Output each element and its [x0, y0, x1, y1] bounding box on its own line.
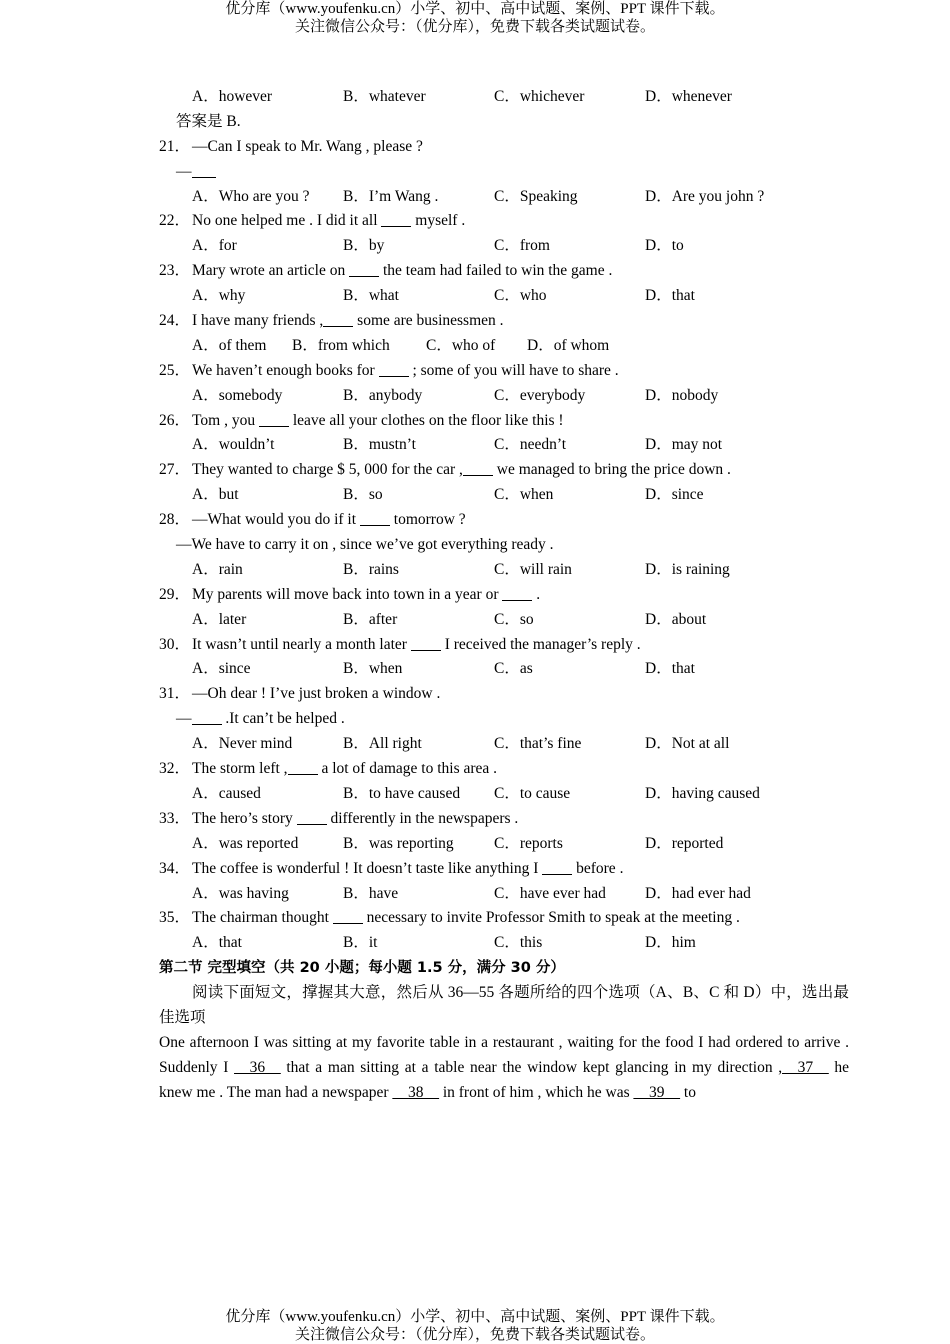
question-text: I have many friends , some are businessmen .	[192, 312, 504, 330]
option-row	[159, 85, 849, 110]
question-22	[159, 209, 849, 234]
option-d: D．is raining	[645, 560, 730, 578]
question-30	[159, 633, 849, 658]
option-d: D．since	[645, 486, 704, 504]
page-footer	[0, 1308, 950, 1344]
question-28	[159, 508, 849, 533]
option-d: D．that	[645, 287, 695, 305]
option-b: B．All right	[343, 735, 422, 753]
option-b: B．so	[343, 486, 383, 504]
option-b: B．was reporting	[343, 834, 454, 852]
option-c: C．everybody	[494, 386, 586, 404]
option-d: D．Are you john ?	[645, 187, 765, 205]
question-text: —Can I speak to Mr. Wang , please ?	[192, 137, 423, 155]
option-b: B．it	[343, 934, 378, 952]
question-number: 24．	[159, 312, 191, 330]
question-text: Mary wrote an article on the team had failed to win the game .	[192, 262, 613, 280]
option-c: C．who of	[426, 336, 496, 354]
page-header	[0, 0, 950, 36]
option-c: C．this	[494, 934, 543, 952]
option-row	[159, 608, 849, 633]
option-row	[159, 284, 849, 309]
reply-line	[159, 533, 849, 558]
answer-note: 答案是 B.	[176, 112, 241, 130]
question-text: The storm left , a lot of damage to this area .	[192, 760, 498, 778]
blank-39: __39__	[633, 1083, 681, 1101]
question-23	[159, 259, 849, 284]
option-b: B．whatever	[343, 88, 426, 105]
question-26	[159, 409, 849, 434]
option-row	[159, 185, 849, 210]
option-a: A．that	[192, 934, 242, 952]
option-b: B．from which	[292, 336, 390, 354]
question-25	[159, 359, 849, 384]
option-c: C．when	[494, 486, 554, 504]
blank-37: __37__	[782, 1058, 829, 1076]
option-row	[159, 657, 849, 682]
question-number: 22．	[159, 212, 191, 230]
option-a: A．since	[192, 660, 251, 678]
answer-note-row	[159, 110, 849, 135]
question-text: The chairman thought necessary to invite Professor Smith to speak at the meeting .	[192, 909, 740, 927]
section-title: 第二节 完型填空（共 20 小题；每小题 1.5 分，满分 30 分）	[159, 960, 565, 977]
option-d: D．whenever	[645, 88, 732, 105]
option-row	[159, 483, 849, 508]
question-27	[159, 458, 849, 483]
option-row	[159, 334, 849, 359]
question-33	[159, 807, 849, 832]
footer-line-1: 优分库（www.youfenku.cn）小学、初中、高中试题、案例、PPT 课件下载。	[225, 1309, 725, 1325]
question-number: 28．	[159, 511, 191, 529]
question-number: 34．	[159, 859, 191, 877]
question-number: 29．	[159, 585, 191, 603]
option-d: D．having caused	[645, 784, 760, 802]
option-a: A．but	[192, 486, 239, 504]
option-a: A．rain	[192, 560, 243, 578]
option-d: D．nobody	[645, 386, 719, 404]
option-a: A．was having	[192, 884, 289, 902]
footer-line-2: 关注微信公众号：（优分库），免费下载各类试题试卷。	[294, 1327, 655, 1343]
option-c: C．will rain	[494, 560, 572, 578]
option-c: C．from	[494, 237, 550, 255]
option-c: C．as	[494, 660, 533, 678]
option-c: C．needn’t	[494, 436, 567, 454]
option-row	[159, 384, 849, 409]
option-c: C．Speaking	[494, 187, 578, 205]
option-d: D．of whom	[527, 336, 610, 354]
question-text: The hero’s story differently in the newspapers .	[192, 809, 519, 827]
reply-text: —We have to carry it on , since we’ve got everything ready .	[176, 536, 554, 554]
question-number: 26．	[159, 411, 191, 429]
option-d: D．reported	[645, 834, 724, 852]
question-text: The coffee is wonderful ! It doesn’t taste like anything I before .	[192, 859, 624, 877]
question-text: They wanted to charge $ 5, 000 for the car , we managed to bring the price down .	[192, 461, 731, 479]
question-text: No one helped me . I did it all myself .	[192, 212, 466, 230]
option-row	[159, 782, 849, 807]
option-b: B．rains	[343, 560, 399, 578]
option-a: A．wouldn’t	[192, 436, 275, 454]
option-a: A．of them	[192, 336, 267, 354]
question-35	[159, 906, 849, 931]
option-a: A．was reported	[192, 834, 299, 852]
question-number: 27．	[159, 461, 191, 479]
question-text: It wasn’t until nearly a month later I received the manager’s reply .	[192, 635, 641, 653]
option-row	[159, 931, 849, 956]
question-text: —Oh dear ! I’ve just broken a window .	[192, 685, 441, 703]
question-number: 32．	[159, 760, 191, 778]
option-c: C．so	[494, 610, 534, 628]
option-b: B．mustn’t	[343, 436, 416, 454]
question-text: We haven’t enough books for ; some of you will have to share .	[192, 361, 619, 379]
question-number: 33．	[159, 809, 191, 827]
question-number: 25．	[159, 361, 191, 379]
option-c: C．to cause	[494, 784, 571, 802]
option-a: A．Never mind	[192, 735, 293, 753]
option-row	[159, 882, 849, 907]
option-row	[159, 433, 849, 458]
option-a: A．later	[192, 610, 247, 628]
option-b: B．by	[343, 237, 385, 255]
blank-38: __38__	[392, 1083, 439, 1101]
blank-36: __36__	[234, 1058, 281, 1076]
option-d: D．to	[645, 237, 684, 255]
option-row	[159, 558, 849, 583]
option-d: D．about	[645, 610, 707, 628]
option-d: D．had ever had	[645, 884, 751, 902]
option-a: A．why	[192, 287, 246, 305]
reply-line	[159, 707, 849, 732]
option-d: D．may not	[645, 436, 723, 454]
option-a: A．somebody	[192, 386, 283, 404]
question-number: 23．	[159, 262, 191, 280]
header-line-1: 优分库（www.youfenku.cn）小学、初中、高中试题、案例、PPT 课件下载。	[225, 1, 725, 17]
option-b: B．what	[343, 287, 399, 305]
header-line-2: 关注微信公众号：（优分库），免费下载各类试题试卷。	[294, 19, 655, 35]
section-instructions: 阅读下面短文，撑握其大意，然后从 36—55 各题所给的四个选项（A、B、C 和 D）中，选出最佳选项	[159, 984, 849, 1026]
question-24	[159, 309, 849, 334]
question-32	[159, 757, 849, 782]
option-c: C．reports	[494, 834, 563, 852]
reply-line	[159, 160, 849, 185]
question-31	[159, 682, 849, 707]
question-21	[159, 135, 849, 160]
question-34	[159, 857, 849, 882]
option-row	[159, 732, 849, 757]
question-number: 35．	[159, 909, 191, 927]
exam-content	[159, 85, 849, 1106]
option-c: C．have ever had	[494, 884, 606, 902]
question-text: My parents will move back into town in a year or .	[192, 585, 541, 603]
option-a: A．caused	[192, 784, 261, 802]
option-c: C．whichever	[494, 88, 585, 105]
option-c: C．that’s fine	[494, 735, 582, 753]
question-number: 21．	[159, 137, 191, 155]
option-row	[159, 832, 849, 857]
question-number: 31．	[159, 685, 191, 703]
question-text: —What would you do if it tomorrow ?	[192, 511, 466, 529]
option-b: B．anybody	[343, 386, 423, 404]
option-a: A．for	[192, 237, 237, 255]
option-b: B．when	[343, 660, 403, 678]
reply-text: —	[176, 160, 216, 185]
option-b: B．I’m Wang .	[343, 187, 439, 205]
option-d: D．him	[645, 934, 696, 952]
option-a: A．Who are you ?	[192, 187, 310, 205]
cloze-passage: One afternoon I was sitting at my favorite table in a restaurant , waiting for the food I had ordered to arrive . Suddenly I __36__ that a man sitting at a table near the window kept glancing in my direction ,__37__ he knew me . The man had a newspaper __38__ in front of him , which he was __39__ to	[159, 1033, 849, 1101]
option-row	[159, 234, 849, 259]
option-b: B．have	[343, 884, 399, 902]
question-29	[159, 583, 849, 608]
question-number: 30．	[159, 635, 191, 653]
option-c: C．who	[494, 287, 547, 305]
option-d: D．Not at all	[645, 735, 730, 753]
option-a: A．however	[192, 88, 273, 105]
reply-text: — .It can’t be helped .	[176, 710, 345, 728]
option-b: B．to have caused	[343, 784, 461, 802]
option-b: B．after	[343, 610, 398, 628]
option-d: D．that	[645, 660, 695, 678]
question-text: Tom , you leave all your clothes on the floor like this !	[192, 411, 564, 429]
